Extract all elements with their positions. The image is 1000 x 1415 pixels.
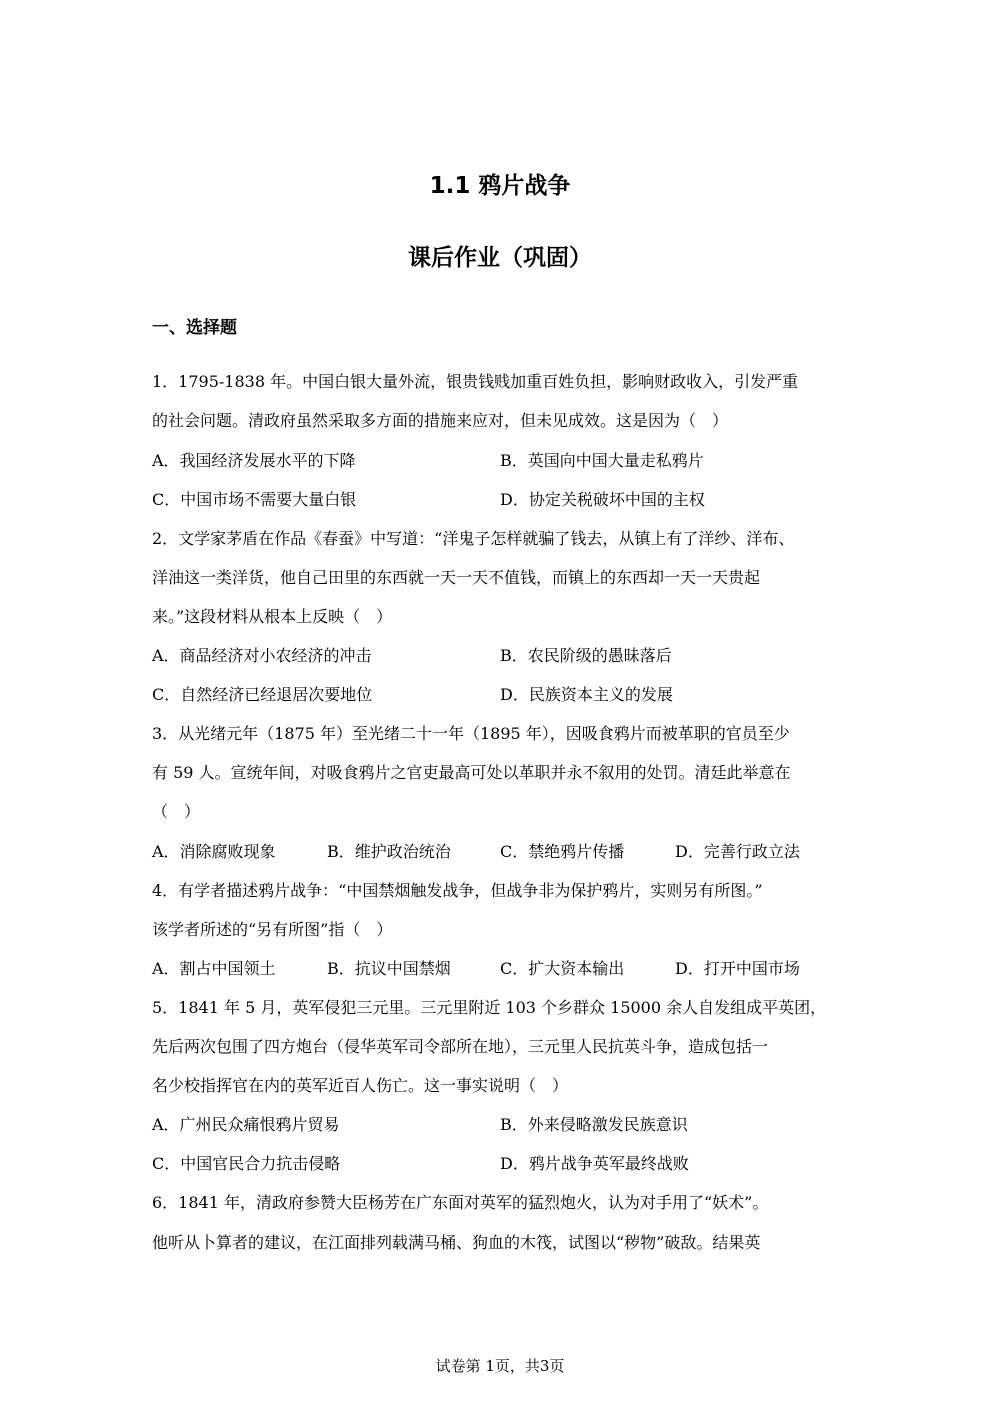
question-3-option-c: C．禁绝鸦片传播 bbox=[500, 842, 625, 861]
question-3-line-1: 3．从光绪元年（1875 年）至光绪二十一年（1895 年），因吸食鸦片而被革职的官员至少 bbox=[152, 724, 790, 743]
question-1-option-d: D．协定关税破坏中国的主权 bbox=[500, 490, 705, 509]
question-3-option-d: D．完善行政立法 bbox=[675, 842, 800, 861]
question-2-option-b: B．农民阶级的愚昧落后 bbox=[500, 646, 672, 665]
question-5-option-a: A．广州民众痛恨鸦片贸易 bbox=[152, 1115, 340, 1134]
question-2-line-1: 2．文学家茅盾在作品《春蚕》中写道：“洋鬼子怎样就骗了钱去，从镇上有了洋纱、洋布、 bbox=[152, 529, 795, 548]
question-6-line-1: 6．1841 年，清政府参赞大臣杨芳在广东面对英军的猛烈炮火，认为对手用了“妖术”。 bbox=[152, 1193, 769, 1212]
question-2-line-2: 洋油这一类洋货，他自己田里的东西就一天一天不值钱，而镇上的东西却一天一天贵起 bbox=[152, 568, 761, 587]
section-heading: 一、选择题 bbox=[152, 318, 237, 338]
question-6-line-2: 他听从卜算者的建议，在江面排列载满马桶、狗血的木筏，试图以“秽物”破敌。结果英 bbox=[152, 1233, 761, 1252]
question-5-option-b: B．外来侵略激发民族意识 bbox=[500, 1115, 688, 1134]
question-1-option-b: B．英国向中国大量走私鸦片 bbox=[500, 451, 704, 470]
question-4-option-b: B．抗议中国禁烟 bbox=[327, 959, 451, 978]
question-2-line-3: 来。”这段材料从根本上反映（ ） bbox=[152, 607, 393, 626]
question-5-option-d: D．鸦片战争英军最终战败 bbox=[500, 1154, 689, 1173]
question-5-line-3: 名少校指挥官在内的英军近百人伤亡。这一事实说明（ ） bbox=[152, 1076, 569, 1095]
question-3-option-b: B．维护政治统治 bbox=[327, 842, 451, 861]
question-3-option-a: A．消除腐败现象 bbox=[152, 842, 276, 861]
question-1-line-2: 的社会问题。清政府虽然采取多方面的措施来应对，但未见成效。这是因为（ ） bbox=[152, 411, 729, 430]
question-1-line-1: 1．1795-1838 年。中国白银大量外流，银贵钱贱加重百姓负担，影响财政收入，引发严重 bbox=[152, 372, 799, 391]
question-3-line-2: 有 59 人。宣统年间，对吸食鸦片之官吏最高可处以革职并永不叙用的处罚。清廷此举意在 bbox=[152, 763, 791, 782]
document-title: 1.1 鸦片战争 bbox=[429, 173, 571, 199]
question-1-option-c: C．中国市场不需要大量白银 bbox=[152, 490, 357, 509]
question-4-line-2: 该学者所述的“另有所图”指（ ） bbox=[152, 920, 393, 939]
document-subtitle: 课后作业（巩固） bbox=[408, 245, 592, 271]
page-footer: 试卷第 1页，共3页 bbox=[435, 1357, 565, 1375]
question-2-option-c: C．自然经济已经退居次要地位 bbox=[152, 685, 373, 704]
question-4-option-c: C．扩大资本输出 bbox=[500, 959, 625, 978]
question-2-option-d: D．民族资本主义的发展 bbox=[500, 685, 673, 704]
question-5-line-1: 5．1841 年 5 月，英军侵犯三元里。三元里附近 103 个乡群众 15000 余人自发组成平英团， bbox=[152, 998, 827, 1017]
question-4-line-1: 4．有学者描述鸦片战争：“中国禁烟触发战争，但战争非为保护鸦片，实则另有所图。” bbox=[152, 881, 763, 900]
question-1-option-a: A．我国经济发展水平的下降 bbox=[152, 451, 356, 470]
question-2-option-a: A．商品经济对小农经济的冲击 bbox=[152, 646, 372, 665]
question-5-option-c: C．中国官民合力抗击侵略 bbox=[152, 1154, 341, 1173]
question-4-option-d: D．打开中国市场 bbox=[675, 959, 800, 978]
question-3-line-3: （ ） bbox=[152, 802, 201, 821]
question-5-line-2: 先后两次包围了四方炮台（侵华英军司令部所在地），三元里人民抗英斗争，造成包括一 bbox=[152, 1037, 769, 1056]
question-4-option-a: A．割占中国领土 bbox=[152, 959, 276, 978]
